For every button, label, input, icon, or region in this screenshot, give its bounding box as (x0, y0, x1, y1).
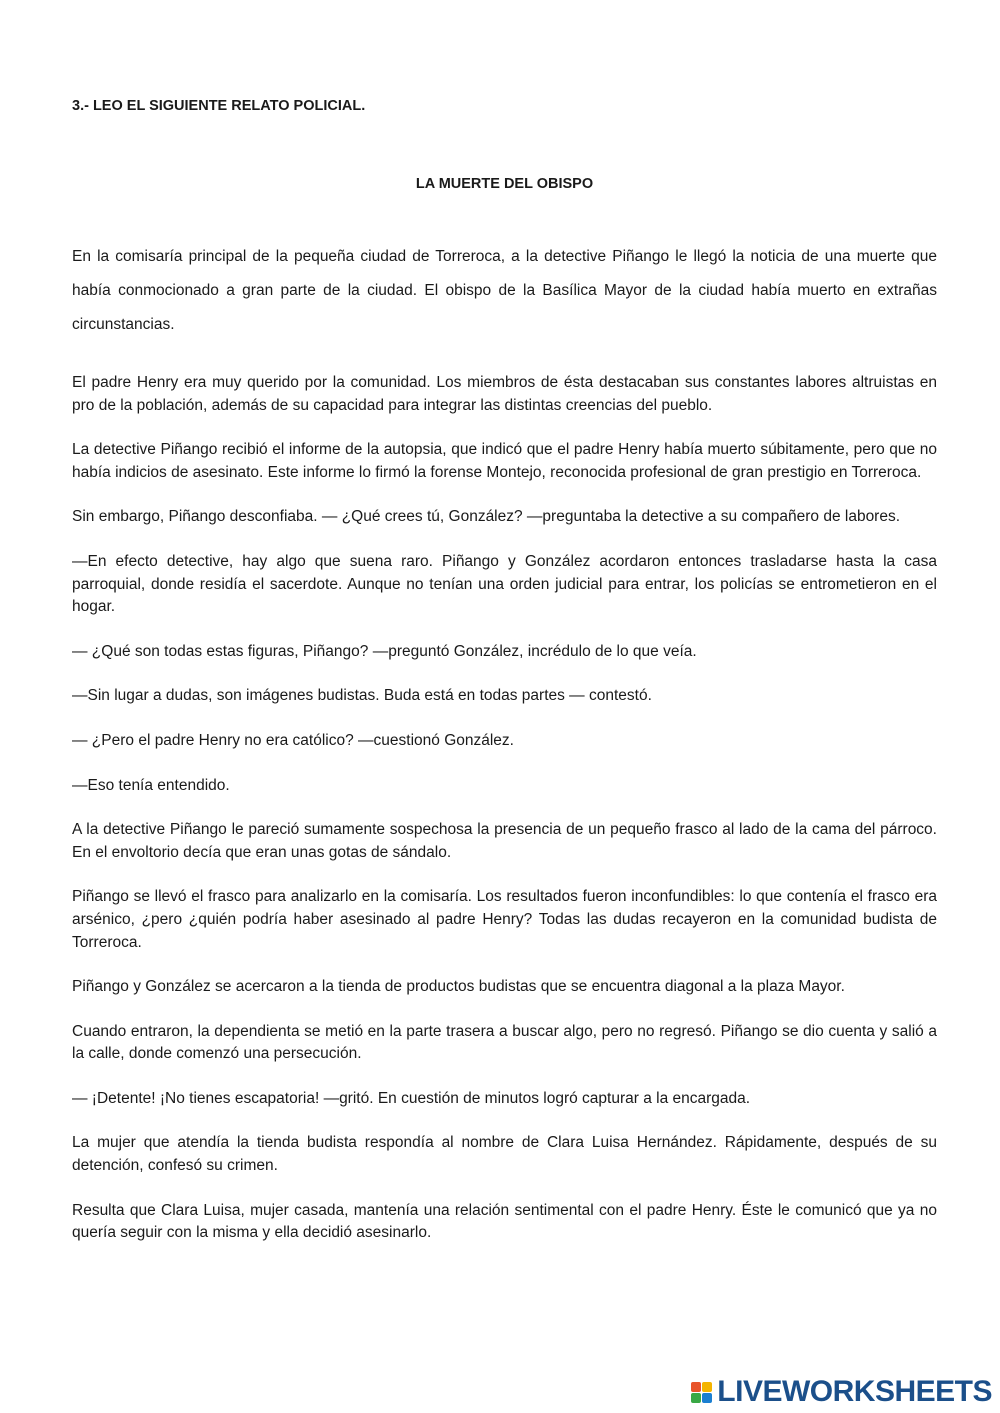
story-paragraph: — ¿Pero el padre Henry no era católico? —cuestionó González. (72, 731, 514, 749)
story-paragraph: La mujer que atendía la tienda budista respondía al nombre de Clara Luisa Hernández. Rápidamente, después de su detención, confesó su crimen. (72, 1134, 937, 1175)
logo-mark-icon (691, 1382, 712, 1403)
story-paragraph: Piñango se llevó el frasco para analizarlo en la comisaría. Los resultados fueron inconfundibles: lo que contenía el frasco era arsénico, ¿pero ¿quién podría haber asesinado al padre Henry? Todas las dudas recayeron en la comunidad budista de Torreroca. (72, 888, 937, 951)
story-paragraph: La detective Piñango recibió el informe de la autopsia, que indicó que el padre Henry había muerto súbitamente, pero que no había indicios de asesinato. Este informe lo firmó la forense Montejo, reconocida profesional de gran prestigio en Torreroca. (72, 441, 937, 481)
logo-text: LIVEWORKSHEETS (717, 1375, 992, 1408)
logo-square-icon (702, 1382, 712, 1392)
story-paragraph: — ¿Qué son todas estas figuras, Piñango? —preguntó González, incrédulo de lo que veía. (72, 642, 697, 660)
story-paragraph: A la detective Piñango le pareció sumamente sospechosa la presencia de un pequeño frasco al lado de la cama del párroco. En el envoltorio decía que eran unas gotas de sándalo. (72, 821, 937, 861)
story-paragraph: En la comisaría principal de la pequeña ciudad de Torreroca, a la detective Piñango le llegó la noticia de una muerte que había conmocionado a gran parte de la ciudad. El obispo de la Basílica Mayor de la ciudad había muerto en extrañas circunstancias. (72, 248, 937, 333)
story-paragraph: Sin embargo, Piñango desconfiaba. — ¿Qué crees tú, González? —preguntaba la detective a su compañero de labores. (72, 508, 901, 526)
story-paragraph: El padre Henry era muy querido por la comunidad. Los miembros de ésta destacaban sus constantes labores altruistas en pro de la población, además de su capacidad para integrar las distintas creencias del pueblo. (72, 374, 937, 414)
story-paragraph: —En efecto detective, hay algo que suena raro. Piñango y González acordaron entonces trasladarse hasta la casa parroquial, donde residía el sacerdote. Aunque no tenían una orden judicial para entrar, los policías se entrometieron en el hogar. (72, 552, 937, 616)
story-paragraph: —Sin lugar a dudas, son imágenes budistas. Buda está en todas partes — contestó. (72, 687, 652, 705)
story-title: LA MUERTE DEL OBISPO (415, 176, 594, 192)
story-paragraph: — ¡Detente! ¡No tienes escapatoria! —gritó. En cuestión de minutos logró capturar a la encargada. (72, 1089, 751, 1107)
logo-square-icon (691, 1393, 701, 1403)
liveworksheets-logo[interactable] (691, 1377, 992, 1407)
story-paragraph: Cuando entraron, la dependienta se metió en la parte trasera a buscar algo, pero no regresó. Piñango se dio cuenta y salió a la calle, donde comenzó una persecución. (72, 1022, 937, 1063)
story-paragraph: Resulta que Clara Luisa, mujer casada, mantenía una relación sentimental con el padre Henry. Éste le comunicó que ya no quería seguir con la misma y ella decidió asesinarlo. (72, 1201, 937, 1242)
worksheet-page (72, 95, 937, 1267)
logo-square-icon (702, 1393, 712, 1403)
story-paragraph: Piñango y González se acercaron a la tienda de productos budistas que se encuentra diagonal a la plaza Mayor. (72, 978, 845, 996)
section-heading: 3.- LEO EL SIGUIENTE RELATO POLICIAL. (72, 98, 366, 114)
story-paragraph: —Eso tenía entendido. (72, 776, 230, 794)
logo-square-icon (691, 1382, 701, 1392)
